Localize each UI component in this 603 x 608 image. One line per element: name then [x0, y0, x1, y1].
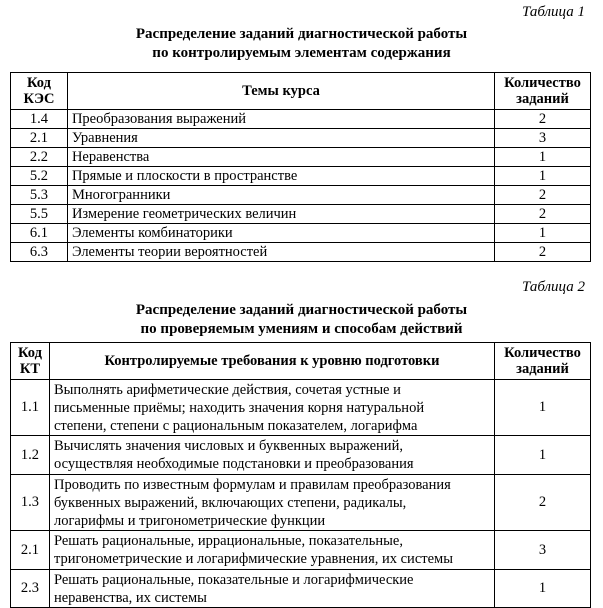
header-count-line1: Количество: [504, 75, 581, 91]
table1: [10, 72, 591, 262]
row-count: 3: [495, 531, 591, 570]
req-line: Вычислять значения числовых и буквенных выражений,: [53, 438, 403, 454]
table-row: [11, 186, 591, 205]
row-topic: Неравенства: [67, 148, 494, 167]
req-line: письменные приёмы; находить значения корня натуральной: [53, 399, 425, 416]
row-count: 1: [495, 224, 591, 243]
row-count: 2: [495, 110, 591, 129]
row-requirement: [49, 570, 494, 608]
table1-header-row: [11, 73, 591, 110]
row-code: 1.4: [11, 110, 68, 129]
row-code: 2.1: [11, 531, 50, 570]
header-code-line1: Код: [26, 75, 51, 91]
row-topic: Многогранники: [67, 186, 494, 205]
req-line: осуществляя необходимые подстановки и преобразования: [53, 456, 414, 472]
header-code-line2: КТ: [19, 361, 41, 377]
req-line: Проводить по известным формулам и правилам преобразования: [53, 476, 451, 493]
table1-header-count: [495, 73, 591, 110]
row-code: 5.5: [11, 205, 68, 224]
table1-header-topic: Темы курса: [67, 73, 494, 110]
row-count: 2: [495, 475, 591, 531]
table2-title-line1: Распределение заданий диагностической работы: [135, 302, 468, 318]
header-count-line2: заданий: [516, 361, 569, 377]
table-row: [11, 570, 591, 608]
table-row: [11, 167, 591, 186]
table-row: [11, 224, 591, 243]
row-code: 1.1: [11, 380, 50, 436]
req-line: Решать рациональные, показательные и логарифмические: [53, 571, 414, 588]
req-line: тригонометрические и логарифмические уравнения, их системы: [53, 551, 453, 567]
table-row: [11, 243, 591, 262]
req-line: логарифмы и тригонометрические функции: [53, 512, 326, 529]
table1-title-line2: по контролируемым элементам содержания: [152, 45, 451, 61]
table2-title: [0, 301, 603, 339]
row-code: 2.1: [11, 129, 68, 148]
header-code-line2: КЭС: [23, 91, 55, 107]
row-topic: Элементы теории вероятностей: [67, 243, 494, 262]
row-code: 6.1: [11, 224, 68, 243]
row-topic: Измерение геометрических величин: [67, 205, 494, 224]
row-count: 1: [495, 380, 591, 436]
table-row: [11, 475, 591, 531]
table2-header-count: [495, 343, 591, 380]
table1-title-line1: Распределение заданий диагностической работы: [135, 26, 468, 42]
table2-header-req: Контролируемые требования к уровню подготовки: [49, 343, 494, 380]
row-code: 1.2: [11, 436, 50, 475]
table-row: [11, 110, 591, 129]
header-code-line1: Код: [18, 345, 42, 361]
row-count: 2: [495, 186, 591, 205]
table1-header-code: [11, 73, 68, 110]
table-row: [11, 531, 591, 570]
table1-title: [0, 25, 603, 63]
row-code: 2.3: [11, 570, 50, 608]
row-requirement: [49, 380, 494, 436]
row-count: 1: [495, 436, 591, 475]
req-line: неравенства, их системы: [53, 589, 207, 606]
row-requirement: [49, 436, 494, 475]
table2-title-line2: по проверяемым умениям и способам действий: [140, 321, 463, 337]
table-row: [11, 129, 591, 148]
row-count: 1: [495, 167, 591, 186]
table-row: [11, 436, 591, 475]
table2: [10, 342, 591, 608]
req-line: Решать рациональные, иррациональные, показательные,: [53, 533, 403, 549]
table2-header-code: [11, 343, 50, 380]
table-row: [11, 205, 591, 224]
row-topic: Преобразования выражений: [67, 110, 494, 129]
row-count: 3: [495, 129, 591, 148]
row-topic: Уравнения: [67, 129, 494, 148]
req-line: Выполнять арифметические действия, сочетая устные и: [53, 381, 401, 398]
table-row: [11, 380, 591, 436]
row-requirement: [49, 475, 494, 531]
row-count: 1: [495, 148, 591, 167]
table2-header-row: [11, 343, 591, 380]
row-count: 2: [495, 205, 591, 224]
req-line: буквенных выражений, включающих степени, радикалы,: [53, 494, 407, 511]
row-code: 1.3: [11, 475, 50, 531]
row-code: 6.3: [11, 243, 68, 262]
table1-caption: Таблица 1: [522, 4, 585, 20]
req-line: степени, степени с рациональным показателем, логарифма: [53, 417, 418, 434]
row-code: 5.3: [11, 186, 68, 205]
row-topic: Элементы комбинаторики: [67, 224, 494, 243]
header-count-line2: заданий: [516, 91, 569, 107]
header-count-line1: Количество: [504, 345, 581, 361]
row-count: 1: [495, 570, 591, 608]
table2-caption: Таблица 2: [522, 279, 585, 295]
table-row: [11, 148, 591, 167]
row-code: 2.2: [11, 148, 68, 167]
row-topic: Прямые и плоскости в пространстве: [67, 167, 494, 186]
row-count: 2: [495, 243, 591, 262]
row-code: 5.2: [11, 167, 68, 186]
row-requirement: [49, 531, 494, 570]
